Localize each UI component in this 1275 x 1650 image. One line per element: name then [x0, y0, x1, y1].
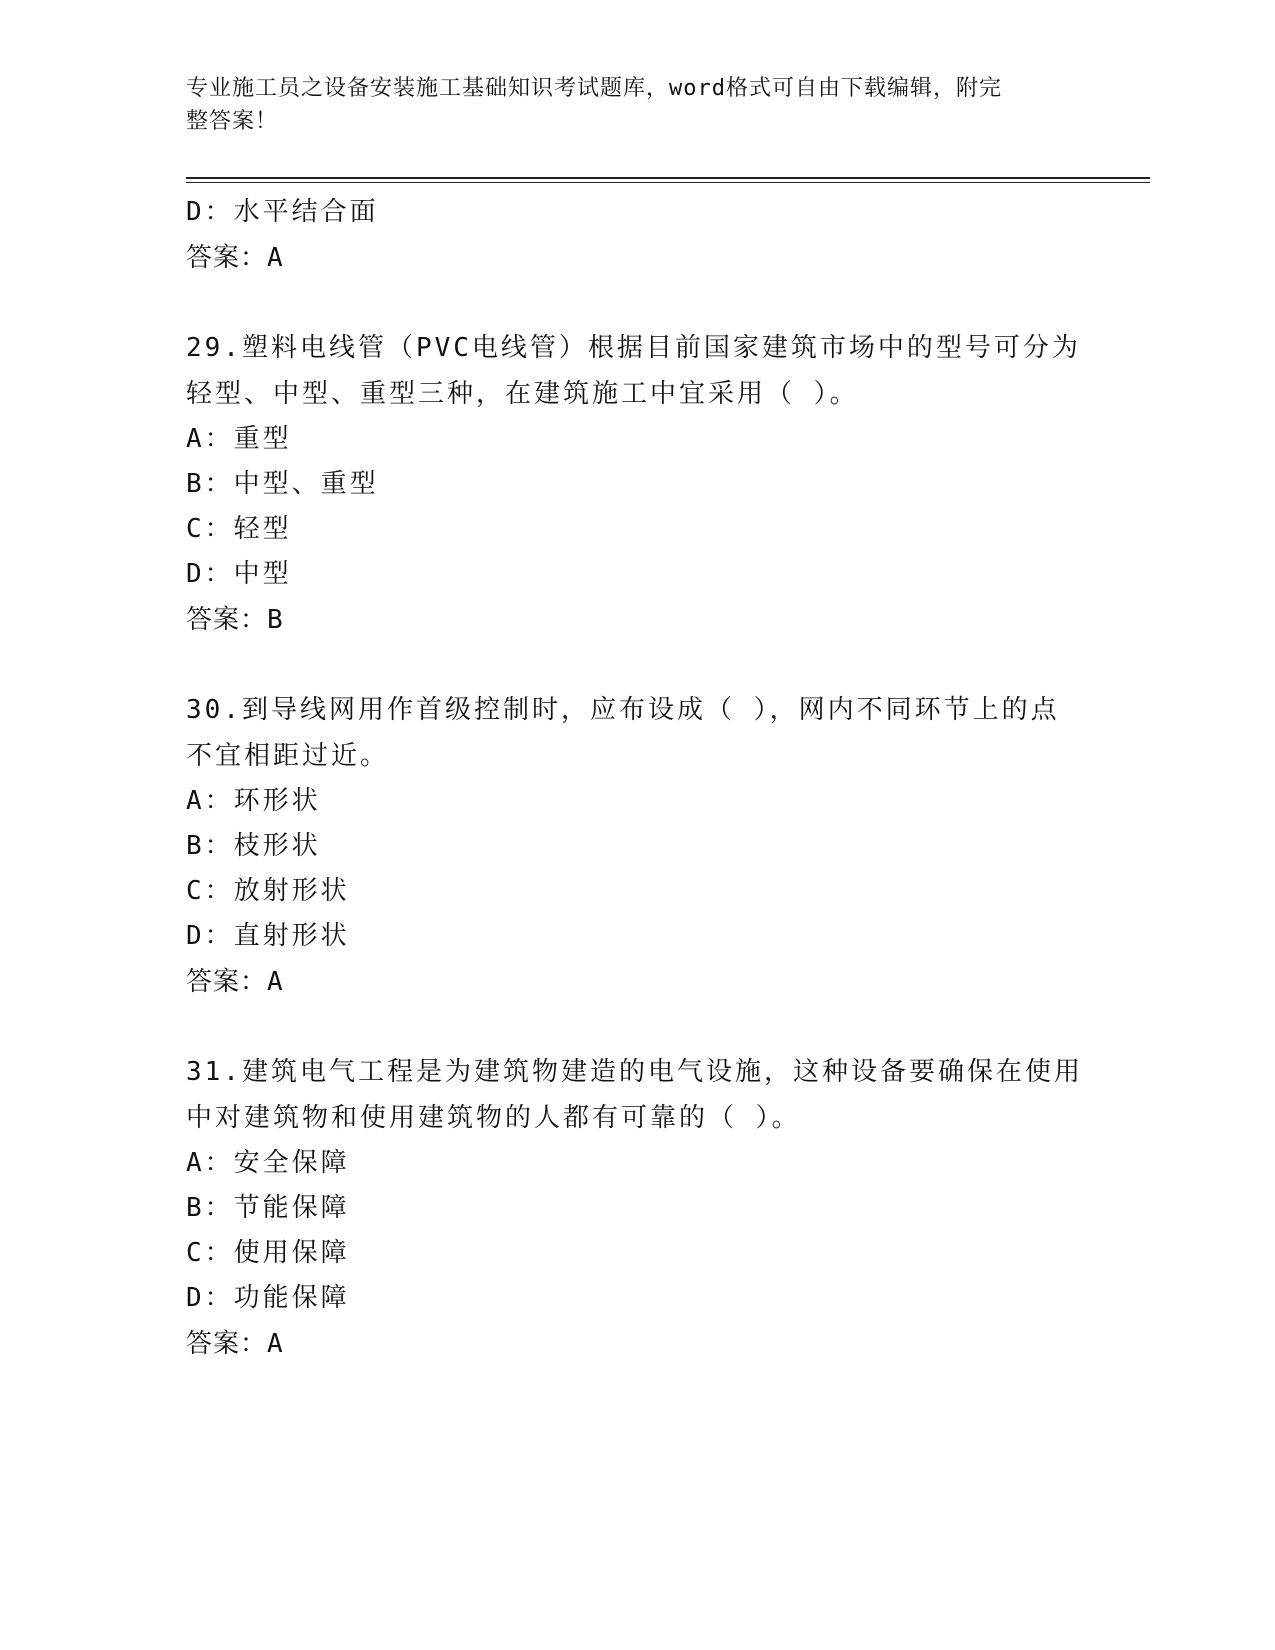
question-29 [186, 325, 1086, 643]
option-b: B：节能保障 [186, 1193, 350, 1223]
question-30 [186, 687, 1086, 1005]
answer-label: 答案：B [186, 605, 284, 635]
document-header [186, 72, 1066, 138]
question-text-line: 31.建筑电气工程是为建筑物建造的电气设施，这种设备要确保在使用 [186, 1057, 1083, 1087]
option-d: D：中型 [186, 559, 292, 589]
option-a: A：重型 [186, 424, 292, 454]
option-d: D：水平结合面 [186, 197, 379, 227]
option-c: C：放射形状 [186, 876, 350, 906]
question-text-line: 30.到导线网用作首级控制时，应布设成（ ），网内不同环节上的点 [186, 695, 1060, 725]
question-31 [186, 1049, 1086, 1367]
answer-label: 答案：A [186, 967, 284, 997]
answer-label: 答案：A [186, 243, 284, 273]
option-c: C：轻型 [186, 514, 292, 544]
question-text-line: 中对建筑物和使用建筑物的人都有可靠的（ ）。 [186, 1103, 801, 1133]
option-d: D：直射形状 [186, 921, 350, 951]
option-b: B：枝形状 [186, 831, 321, 861]
header-line-1: 专业施工员之设备安装施工基础知识考试题库，word格式可自由下载编辑，附完 [186, 76, 1002, 101]
header-line-2: 整答案！ [186, 109, 279, 134]
option-a: A：环形状 [186, 786, 321, 816]
question-text-line: 轻型、中型、重型三种，在建筑施工中宜采用（ ）。 [186, 379, 859, 409]
option-b: B：中型、重型 [186, 469, 379, 499]
answer-label: 答案：A [186, 1329, 284, 1359]
option-a: A：安全保障 [186, 1148, 350, 1178]
option-c: C：使用保障 [186, 1238, 350, 1268]
question-list [186, 190, 1086, 1367]
option-d: D：功能保障 [186, 1283, 350, 1313]
header-divider [186, 177, 1150, 183]
question-text-line: 不宜相距过近。 [186, 741, 390, 771]
question-text-line: 29.塑料电线管（PVC电线管）根据目前国家建筑市场中的型号可分为 [186, 333, 1081, 363]
